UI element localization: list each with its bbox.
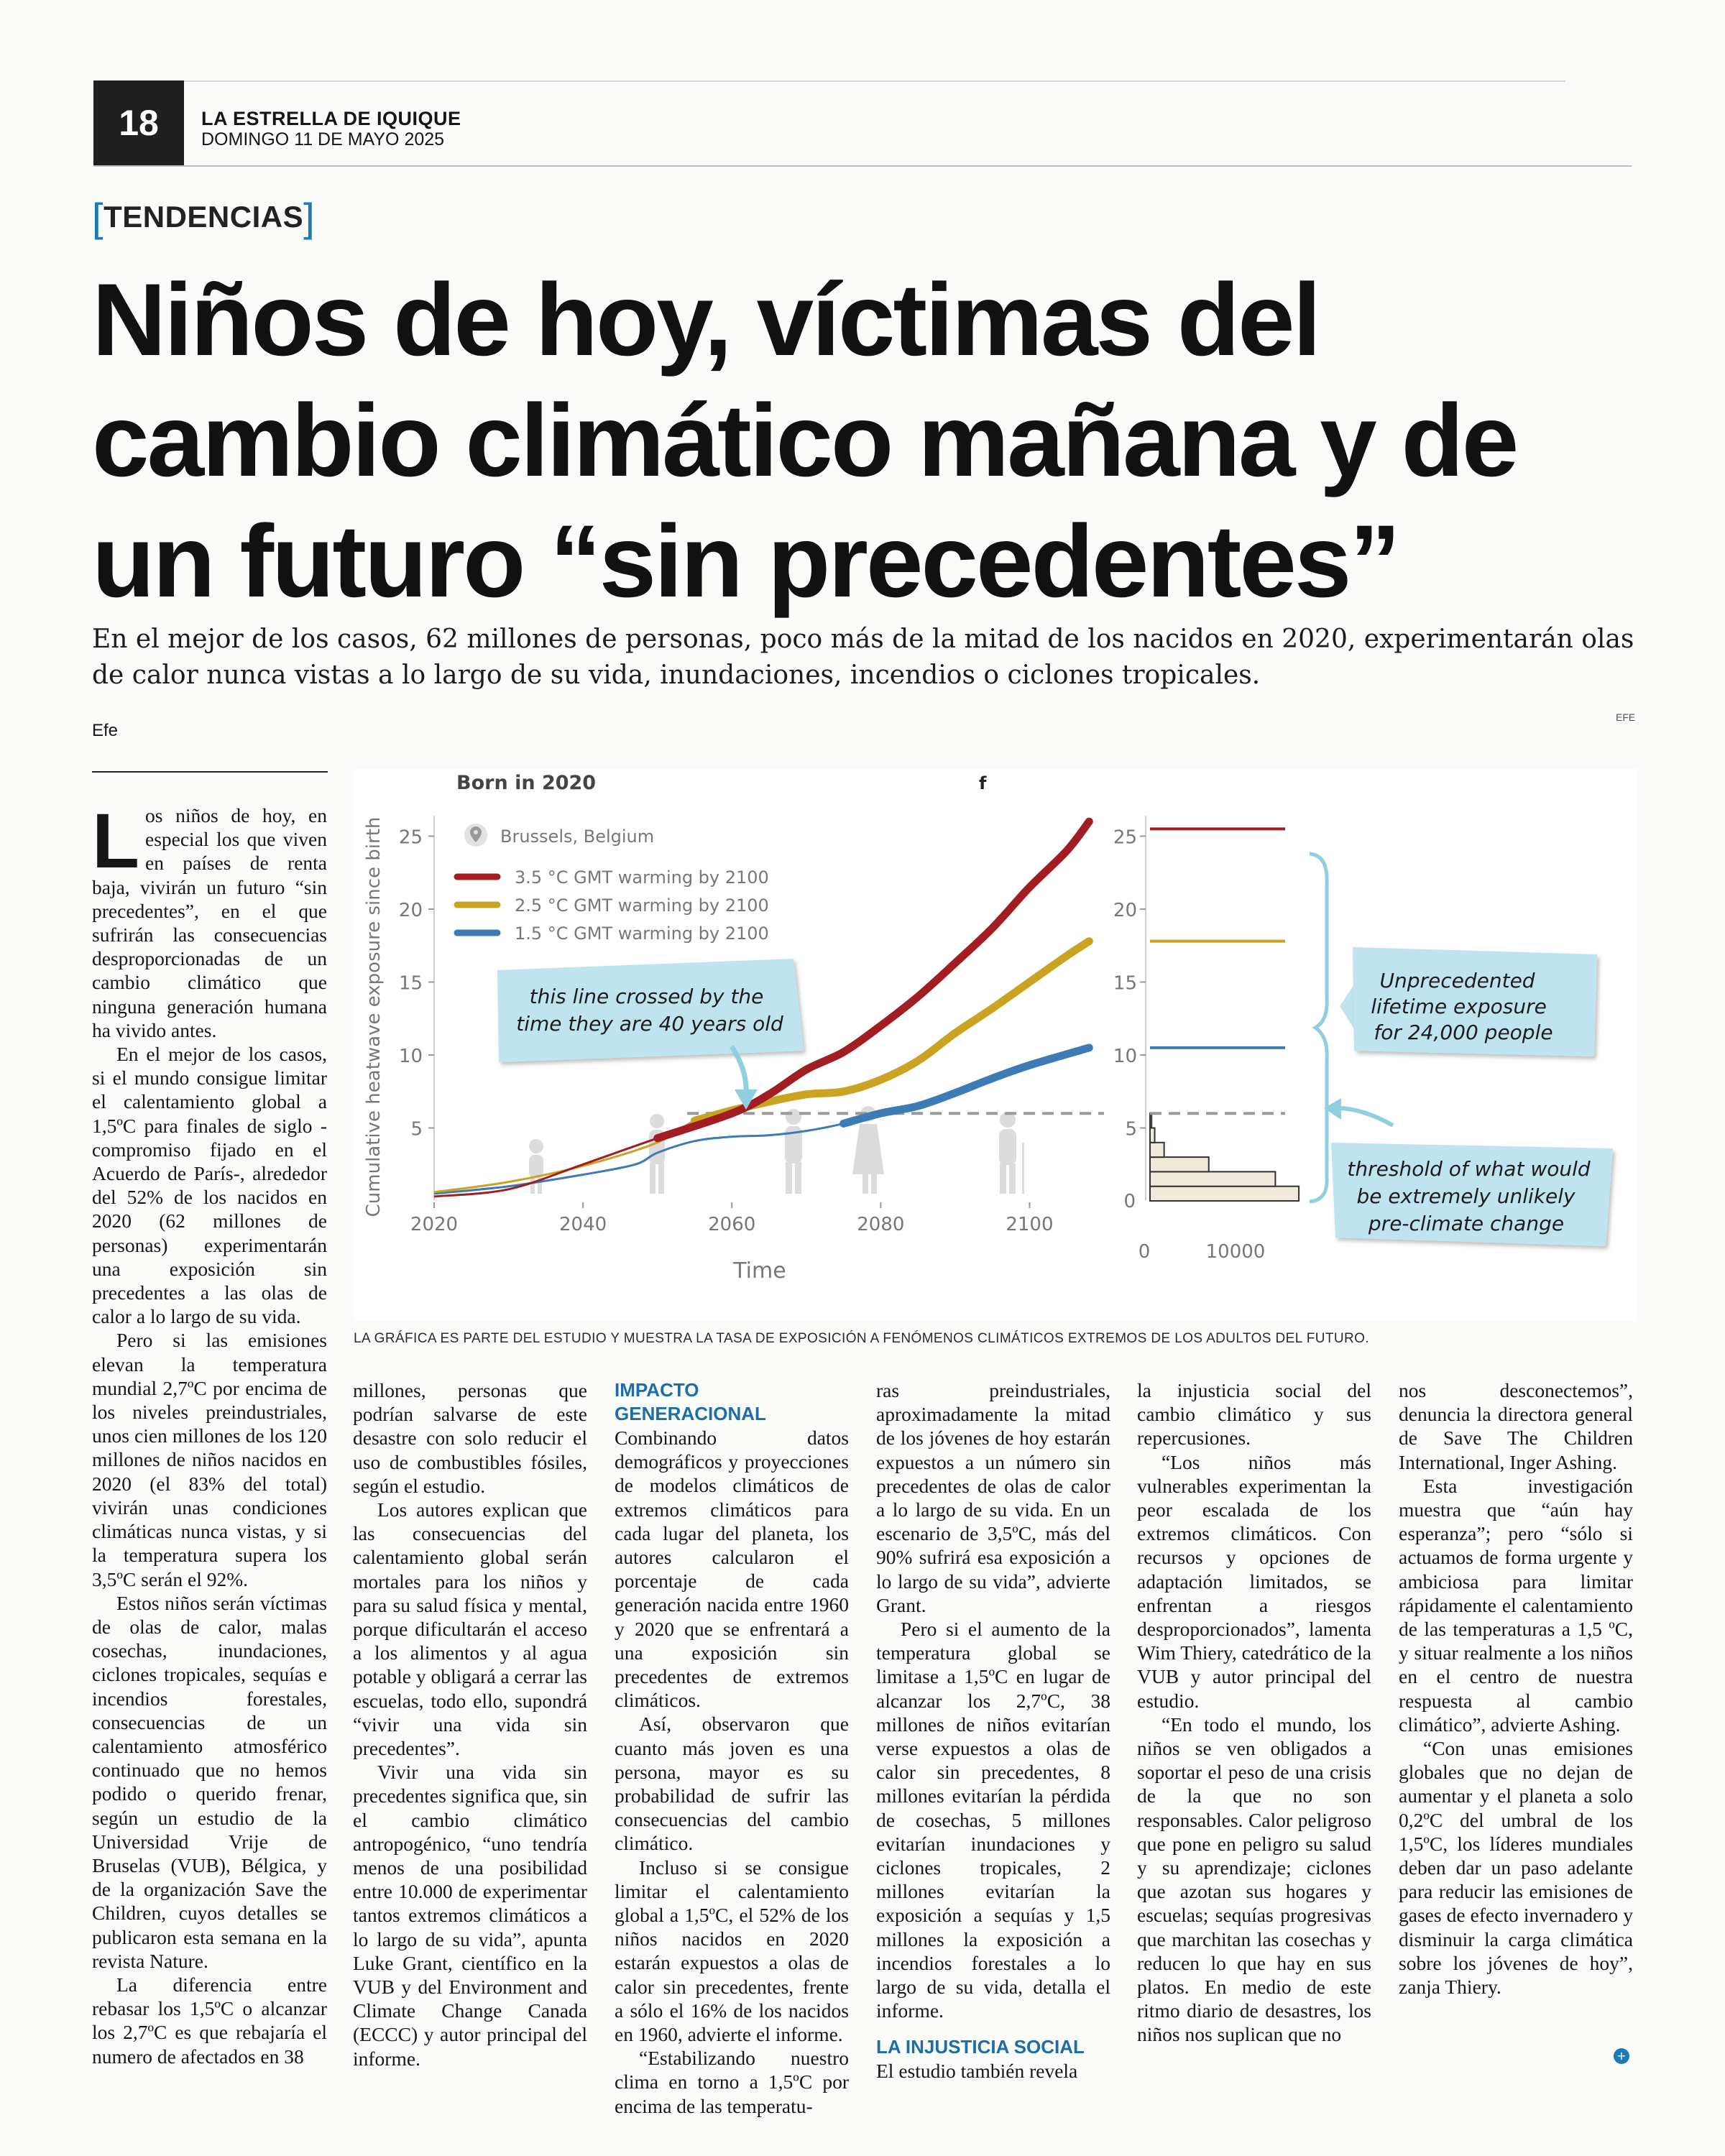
y-axis-label: Cumulative heatwave exposure since birth <box>363 816 385 1217</box>
x-tick-label: 2040 <box>559 1214 607 1235</box>
x-tick-label: 2060 <box>708 1214 756 1235</box>
paragraph: Vivir una vida sin precedentes significa que, sin el cambio climático antropogénico, “uno tendría menos de una posibilidad entre 10.000 de experimentar tantos extremos climáticos a lo largo de su vida”, apunta Luke Grant, científico en la VUB y del Environment and Climate Change Canada (ECCC) y autor principal del informe. <box>353 1761 587 2070</box>
legend-label: 3.5 °C GMT warming by 2100 <box>515 867 769 888</box>
paragraph: Incluso si se consigue limitar el calentamiento global a 1,5ºC, el 52% de los niños nacidos en 2020 estarán expuestos a olas de calor sin precedentes, frente a sólo el 16% de los nacidos en 1960, advierte el informe. <box>615 1856 849 2046</box>
paragraph: Así, observaron que cuanto más joven es una persona, mayor es su probabilidad de sufrir las consecuencias del cambio climático. <box>615 1713 849 1855</box>
y-tick-label: 15 <box>398 972 423 995</box>
paragraph: “Con unas emisiones globales que no dejan de aumentar y el planeta a solo 0,2ºC del umbral de los 1,5ºC, los líderes mundiales deben dar un paso adelante para reducir las emisiones de gases de efecto invernadero y disminuir la carga climática sobre los jóvenes de hoy”, zanja Thiery. <box>1399 1737 1633 1999</box>
heatwave-chart <box>354 769 1637 1321</box>
panel-f-label: f <box>979 773 987 793</box>
annotation-line: be extremely unlikely <box>1356 1184 1576 1208</box>
svg-text:threshold of what would <box>1347 1157 1596 1235</box>
chart-caption: LA GRÁFICA ES PARTE DEL ESTUDIO Y MUESTRA LA TASA DE EXPOSICIÓN A FENÓMENOS CLIMÁTICOS EXTREMOS DE LOS ADULTOS DEL FUTURO. <box>354 1331 1369 1346</box>
paragraph <box>92 797 327 1042</box>
subhead: LA INJUSTICIA SOCIAL <box>876 2036 1085 2058</box>
column-6 <box>1399 1378 1633 1999</box>
header-rule <box>93 165 1632 167</box>
panel-f-x-tick-label: 0 <box>1138 1241 1151 1263</box>
histogram-bar <box>1150 1143 1164 1157</box>
panel-f-tick-label: 10 <box>1113 1046 1137 1067</box>
annotation-line: threshold of what would <box>1347 1157 1591 1181</box>
column-4 <box>876 1378 1110 2083</box>
column-1 <box>92 797 327 2068</box>
byline-rule <box>92 771 328 773</box>
histogram-bar <box>1150 1171 1275 1186</box>
panel-f-tick-label: 15 <box>1113 972 1137 995</box>
x-tick-label: 2080 <box>857 1214 905 1235</box>
svg-text:Unprecedented lifetime e <box>1371 969 1552 1044</box>
annotation-line: pre-climate change <box>1368 1212 1565 1235</box>
byline: Efe <box>92 721 119 740</box>
y-tick-label: 20 <box>398 900 423 921</box>
panel-f-x-tick-label: 10000 <box>1205 1241 1266 1263</box>
paper-name: LA ESTRELLA DE IQUIQUE <box>201 108 461 129</box>
paragraph: Estos niños serán víctimas de olas de calor, malas cosechas, inundaciones, ciclones tropicales, sequías e incendios forestales, consecuencias de un calentamiento atmosférico continuado que no hemos podido o querido frenar, según un estudio de la Universidad Vrije de Bruselas (VUB), Bélgica, y de la organización Save the Children, cuyos detalles se publicaron esta semana en la revista Nature. <box>92 1591 327 1972</box>
paragraph: La diferencia entre rebasar los 1,5ºC o alcanzar los 2,7ºC es que rebajaría el numero de afectados en 38 <box>92 1973 327 2068</box>
end-mark-icon: + <box>1614 2048 1629 2064</box>
headline-line: un futuro “sin precedentes” <box>92 505 1399 619</box>
panel-f-tick-label: 0 <box>1123 1191 1136 1212</box>
paragraph: Pero si el aumento de la temperatura global se limitase a 1,5ºC en lugar de alcanzar los 2,7ºC, 38 millones de niños evitarían verse expuestos a olas de calor sin precedentes, 8 millones evitarían la pérdida de cosechas, 5 millones evitarían inundaciones y ciclones tropicales, 2 millones evitarían la exposición a sequías y 1,5 millones la exposición a incendios forestales a lo largo de su vida, detalla el informe. <box>876 1618 1110 2022</box>
paragraph: “Estabilizando nuestro clima en torno a 1,5ºC por encima de las temperatu- <box>615 2047 849 2117</box>
paragraph: En el mejor de los casos, si el mundo consigue limitar el calentamiento global a 1,5ºC para finales de siglo -compromiso fijado en el Acuerdo de París-, alrededor del 52% de los nacidos en 2020 (62 millones de personas) experimentarán una exposición sin precedentes a las olas de calor a lo largo de su vida. <box>92 1043 327 1328</box>
panel-f-tick-label: 25 <box>1113 826 1137 849</box>
paragraph: nos desconectemos”, denuncia la directora general de Save The Children International, Inger Ashing. <box>1399 1379 1633 1473</box>
y-tick-label: 5 <box>410 1118 423 1141</box>
paragraph: millones, personas que podrían salvarse de este desastre con solo reducir el uso de combustibles fósiles, según el estudio. <box>353 1379 587 1497</box>
annotation-line: lifetime exposure <box>1371 995 1547 1018</box>
x-axis-label: Time <box>733 1258 786 1284</box>
section-label: TENDENCIAS <box>104 200 304 234</box>
paragraph: la injusticia social del cambio climático y sus repercusiones. <box>1137 1379 1371 1450</box>
annotation-line: Unprecedented <box>1379 969 1535 992</box>
paragraph: “En todo el mundo, los niños se ven obligados a soportar el peso de una crisis de la que no son responsables. Calor peligroso que pone en peligro su salud y su aprendizaje; ciclones que azotan sus hogares y escuelas; sequías progresivas que marchitan las cosechas y reducen lo que hay en sus platos. En medio de este ritmo diario de desastres, los niños nos suplican que no <box>1137 1713 1371 2046</box>
panel-f-tick-label: 5 <box>1125 1118 1137 1141</box>
dropcap: L <box>92 797 139 884</box>
paragraph: ras preindustriales, aproximadamente la mitad de los jóvenes de hoy estarán expuestos a un número sin precedentes de olas de calor a lo largo de su vida. En un escenario de 3,5ºC, más del 90% sufrirá esa exposición a lo largo de su vida”, advierte Grant. <box>876 1379 1110 1616</box>
headline <box>92 260 1644 622</box>
annotation-line: this line crossed by the <box>529 985 764 1008</box>
histogram-bar <box>1150 1187 1299 1201</box>
column-2 <box>353 1378 587 2070</box>
paragraph-text: os niños de hoy, en especial los que viven en países de renta baja, vivirán un futuro “sin precedentes”, en el que sufrirán las consecuencias desproporcionadas de un cambio climático que ninguna generación humana ha vivido antes. <box>92 804 327 1041</box>
annotation-unprecedented <box>1353 947 1597 1056</box>
paragraph: Los autores explican que las consecuencias del calentamiento global serán mortales para los niños y para su salud física y mental, porque dificultarán el acceso a los alimentos y al agua potable y obligará a cerrar las escuelas, todo ello, supondrá “vivir una vida sin precedentes”. <box>353 1498 588 1760</box>
paragraph: Combinando datos demográficos y proyecciones de modelos climáticos de extremos climáticos para cada lugar del planeta, los autores calcularon el porcentaje de cada generación nacida entre 1960 y 2020 que se enfrentará a una exposición sin precedentes de extremos climáticos. <box>615 1427 849 1712</box>
x-tick-label: 2020 <box>410 1214 459 1235</box>
annotation-40-years <box>497 959 804 1062</box>
paragraph: “Los niños más vulnerables experimentan la peor escalada de los extremos climáticos. Con recursos y opciones de adaptación limitados, se enfrentan a riesgos desproporcionados”, lamenta Wim Thiery, catedrático de la VUB y autor principal del estudio. <box>1137 1450 1371 1712</box>
chart-title: Born in 2020 <box>456 772 597 794</box>
y-tick-label: 10 <box>398 1046 423 1067</box>
issue-date: DOMINGO 11 DE MAYO 2025 <box>201 129 445 149</box>
dek: En el mejor de los casos, 62 millones de personas, poco más de la mitad de los nacidos en 2020, experimentarán olas de calor nunca vistas a lo largo de su vida, inundaciones, incendios o ciclones tropicales. <box>92 625 1634 690</box>
paragraph: El estudio también revela <box>876 2060 1078 2083</box>
x-tick-label: 2100 <box>1006 1214 1054 1235</box>
annotation-line: time they are 40 years old <box>516 1012 783 1036</box>
column-5 <box>1137 1378 1371 2047</box>
histogram-bar <box>1150 1128 1155 1143</box>
location-pin-icon <box>464 824 487 847</box>
chart-location: Brussels, Belgium <box>500 826 655 847</box>
headline-line: Niños de hoy, víctimas del <box>92 263 1320 377</box>
headline-line: cambio climático mañana y de <box>92 384 1517 498</box>
page-number: 18 <box>93 80 184 165</box>
legend-label: 2.5 °C GMT warming by 2100 <box>515 895 769 916</box>
histogram-bar <box>1150 1157 1209 1171</box>
paragraph: Pero si las emisiones elevan la temperatura mundial 2,7ºC por encima de los niveles preindustriales, unos cien millones de los 120 millones de niños nacidos en 2020 (el 83% del total) vivirán unas condiciones climáticas nunca vistas, y si la temperatura supera los 3,5ºC serán el 92%. <box>92 1329 327 1590</box>
panel-f-tick-label: 20 <box>1113 900 1137 921</box>
paragraph: Esta investigación muestra que “aún hay esperanza”; pero “sólo si actuamos de forma urgente y ambiciosa para limitar rápidamente el calentamiento de las temperaturas a 1,5 ºC, y situar realmente a los niños en el centro de nuestra respuesta al cambio climático”, advierte Ashing. <box>1399 1474 1633 1736</box>
histogram-bar <box>1150 1113 1151 1128</box>
annotation-line: for 24,000 people <box>1374 1021 1553 1044</box>
legend-label: 1.5 °C GMT warming by 2100 <box>515 923 769 944</box>
y-tick-label: 25 <box>398 826 423 849</box>
photo-credit: EFE <box>1616 711 1636 723</box>
top-rule <box>93 80 1565 82</box>
column-3 <box>615 1378 849 2118</box>
section-tag: [TENDENCIAS] <box>92 195 316 240</box>
subhead: IMPACTO GENERACIONAL <box>615 1379 766 1424</box>
annotation-threshold <box>1331 1143 1613 1246</box>
